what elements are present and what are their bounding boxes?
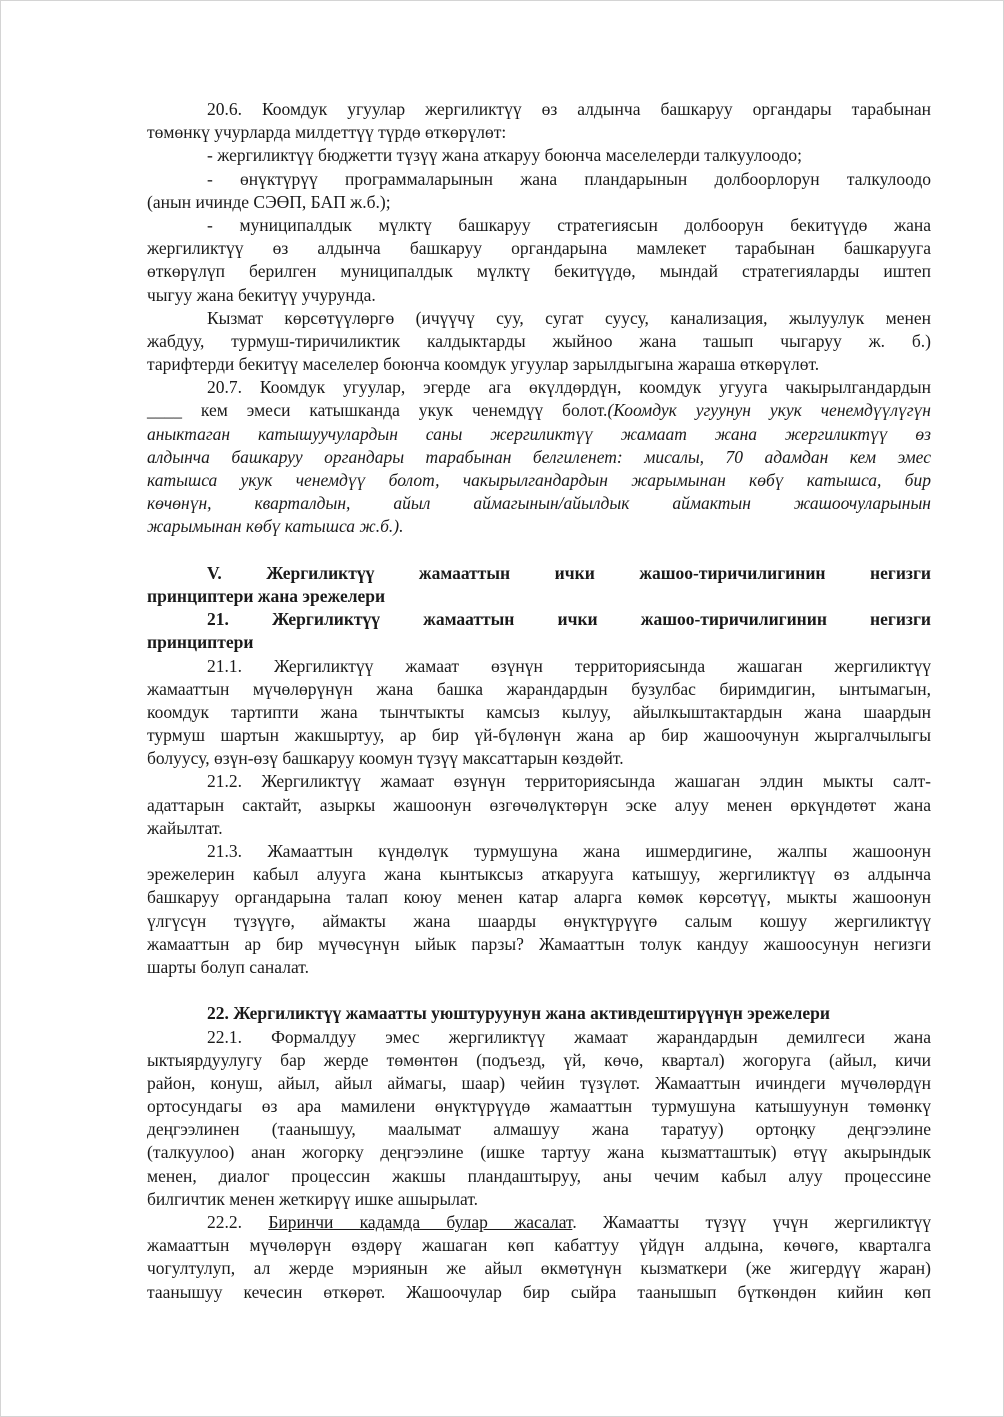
text-line: жабдуу, турмуш-тиричиликтик калдыктарды жыйноо жана ташып чыгаруу ж. б.) bbox=[147, 330, 931, 351]
text-line: тарифтерди бекитүү маселелер боюнча коомдук угуулар зарылдыгына жараша өткөрүлөт. bbox=[147, 354, 820, 375]
italic-note-line: алдынча башкаруу органдары тарабынан белгиленет: мисалы, 70 адамдан кем эмес bbox=[147, 446, 931, 467]
text-line: шарты болуп саналат. bbox=[147, 956, 309, 977]
text-line: эрежелерин кабыл алууга жана кынтыксыз аткарууга катышуу, жергиликтүү өз алдынча bbox=[147, 864, 931, 885]
document-body bbox=[147, 98, 931, 1304]
text-line: (анын ичинде СЭӨП, БАП ж.б.); bbox=[147, 191, 391, 212]
text-line: деңгээлинен (таанышуу, маалымат алмашуу жана таратуу) ортоңку деңгээлине bbox=[147, 1119, 931, 1140]
text-line: үлгүсүн түзүүгө, аймакты жана шаарды өнүктүрүүгө салым кошуу жергиликтүү bbox=[147, 910, 931, 931]
text-line: жайылтат. bbox=[147, 817, 223, 838]
underlined-phrase: Биринчи кадамда булар жасалат bbox=[268, 1212, 573, 1232]
clause-number: 22.2. bbox=[207, 1212, 242, 1232]
subsection-heading: принциптери bbox=[147, 632, 254, 653]
text-line: менен, диалог процессин жакшы пландаштыруу, аны чечим кабыл алуу процессине bbox=[147, 1165, 931, 1186]
text-line: район, конуш, айыл, айыл аймагы, шаар) чейин түзүлөт. Жамааттын ичиндеги мүчөлөрдүн bbox=[147, 1072, 931, 1093]
text-line: чыгуу жана бекитүү учурунда. bbox=[147, 284, 376, 305]
text-line bbox=[147, 399, 931, 422]
spacer bbox=[147, 979, 931, 1002]
text-line: ыктыярдуулугу бар жерде төмөнтөн (подъезд, үй, көчө, квартал) жогоруга (айыл, кичи bbox=[147, 1049, 931, 1070]
text-line: төмөнкү учурларда милдеттүү түрдө өткөрүлөт: bbox=[147, 122, 507, 143]
list-item: - жергиликтүү бюджетти түзүү жана аткаруу боюнча маселелерди талкуулоодо; bbox=[207, 145, 802, 166]
text-line bbox=[147, 1211, 931, 1234]
section-heading: V. Жергиликтүү жамааттын ички жашоо-тиричилигинин негизги bbox=[207, 562, 931, 583]
text-span: ____ кем эмеси катышканда укук ченемдүү болот. bbox=[147, 400, 608, 421]
text-line: 20.7. Коомдук угуулар, эгерде ага өкүлдөрдүн, коомдук угууга чакырылгандардын bbox=[207, 377, 931, 398]
text-line: өткөрүлүп берилген муниципалдык мүлктү бекитүүдө, мындай стратегияларды иштеп bbox=[147, 261, 931, 282]
italic-note-line: жарымынан көбү катышса ж.б.). bbox=[147, 516, 404, 537]
text-line: 20.6. Коомдук угуулар жергиликтүү өз алдынча башкаруу органдары тарабынан bbox=[207, 99, 931, 119]
subsection-heading: 22. Жергиликтүү жамаатты уюштуруунун жана активдештирүүнүн эрежелери bbox=[207, 1003, 830, 1024]
list-item: - муниципалдык мүлктү башкаруу стратегиясын долбоорун бекитүүдө жана bbox=[207, 214, 931, 235]
italic-note-line: катышса укук ченемдүү болот, чакырылгандардын жарымынан көбү катышса, бир bbox=[147, 470, 931, 490]
text-line: 21.2. Жергиликтүү жамаат өзүнүн территориясында жашаган элдин мыкты салт- bbox=[207, 771, 931, 792]
text-line: коомдук тартипти жана тынчтыкты камсыз кылуу, айылкыштактардын жана шаардын bbox=[147, 701, 931, 722]
text-line: билгичтик менен жеткирүү ишке ашырылат. bbox=[147, 1188, 479, 1209]
text-line: 22.1. Формалдуу эмес жергиликтүү жамаат жарандардын демилгеси жана bbox=[207, 1026, 931, 1047]
text-line: таанышуу кечесин өткөрөт. Жашоочулар бир сыйра таанышып бүткөндөн кийин көп bbox=[147, 1281, 931, 1302]
text-line: адаттарын сактайт, азыркы жашоонун өзгөчөлүктөрүн эске алуу менен өркүндөтөт жана bbox=[147, 794, 931, 815]
list-item: - өнүктүрүү программаларынын жана пландарынын долбоорлорун талкулоодо bbox=[207, 168, 931, 189]
text-line: (талкуулоо) анан жогорку деңгээлине (ишке тартуу жана кызматташтык) өтүү акырындык bbox=[147, 1142, 931, 1163]
spacer bbox=[147, 539, 931, 562]
italic-note: (Коомдук угуунун укук ченемдүүлүгүн bbox=[607, 400, 931, 421]
text-line: 21.1. Жергиликтүү жамаат өзүнүн территориясында жашаган жергиликтүү bbox=[207, 655, 931, 676]
text-line: башкаруу органдарына талап коюу менен катар аларга көмөк көрсөтүү, мыкты жашоонун bbox=[147, 887, 931, 908]
text-line: жамааттын мүчөлөрүнүн жана башка жарандардын бузулбас биримдигин, ынтымагын, bbox=[147, 678, 931, 699]
text-line: болуусу, өзүн-өзү башкаруу коомун түзүү максаттарын көздөйт. bbox=[147, 748, 624, 769]
text-line: турмуш шартын жакшыртуу, ар бир үй-бүлөнүн жана ар бир жашоочунун жыргалчылыгы bbox=[147, 725, 931, 746]
text-line: Кызмат көрсөтүүлөргө (ичүүчү суу, сугат суусу, канализация, жылуулук менен bbox=[207, 307, 931, 328]
text-line: 21.3. Жамааттын күндөлүк турмушуна жана ишмердигине, жалпы жашоонун bbox=[207, 841, 931, 861]
text-line: жамааттын мүчөлөрүн өздөрү жашаган көп кабаттуу үйдүн алдына, көчөгө, кварталга bbox=[147, 1235, 931, 1256]
text-span: . Жамаатты түзүү үчүн жергиликтүү bbox=[572, 1212, 931, 1232]
italic-note-line: аныктаган катышуучулардын саны жергиликтүү жамаат жана жергиликтүү өз bbox=[147, 423, 931, 444]
text-line: жергиликтүү өз алдынча башкаруу органдарына мамлекет тарабынан башкарууга bbox=[147, 238, 931, 259]
italic-note-line: көчөнүн, кварталдын, айыл аймагынын/айылдык аймактын жашоочуларынын bbox=[147, 493, 931, 514]
text-line: ортосундагы өз ара мамилени өнүктүрүүдө жамааттын турмушуна катышуунун төмөнкү bbox=[147, 1096, 931, 1117]
text-line: чогултулуп, ал жерде мэриянын же айыл өкмөтүнүн кызматкери (же жигердүү жаран) bbox=[147, 1258, 931, 1279]
section-heading: принциптери жана эрежелери bbox=[147, 585, 386, 606]
text-line: жамааттын ар бир мүчөсүнүн ыйык парзы? Жамааттын толук кандуу жашоосунун негизги bbox=[147, 933, 931, 954]
subsection-heading: 21. Жергиликтүү жамааттын ички жашоо-тиричилигинин негизги bbox=[207, 609, 931, 630]
